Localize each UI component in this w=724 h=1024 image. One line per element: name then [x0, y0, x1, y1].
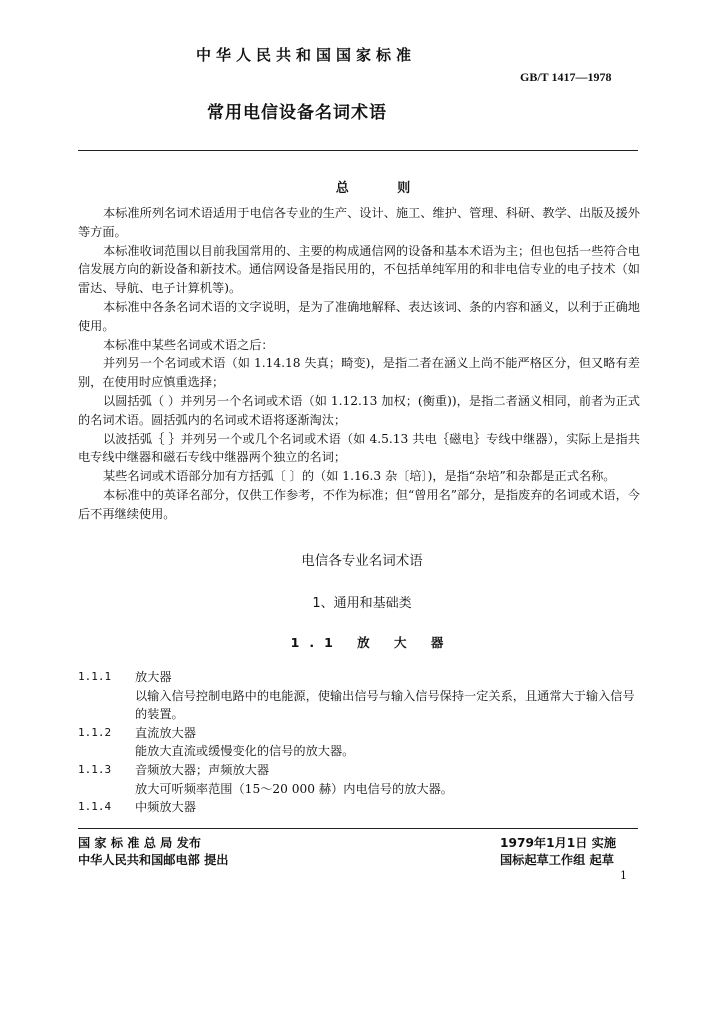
paragraph: 以圆括弧（ ）并列另一个名词或术语（如 1.12.13 加权；(衡重))，是指二者涵义相同，前者为正式的名词术语。圆括弧内的名词或术语将逐渐淘汰； — [78, 393, 640, 427]
paragraph: 本标准收词范围以目前我国常用的、主要的构成通信网的设备和基本术语为主；但也包括一些符合电信发展方向的新设备和新技术。通信网设备是指民用的，不包括单纯军用的和非电信专业的电子技术（如雷达、导航、电子计算机等)。 — [78, 243, 640, 296]
entry-definition: 放大可听频率范围（15～20 000 赫）内电信号的放大器。 — [135, 781, 453, 796]
paragraph: 并列另一个名词或术语（如 1.14.18 失真；畸变)，是指二者在涵义上尚不能严格区分，但又略有差别，在使用时应慎重选择； — [78, 356, 640, 390]
entry-term: 中频放大器 — [135, 800, 196, 815]
general-body — [78, 204, 640, 524]
paragraph: 本标准所列名词术语适用于电信各专业的生产、设计、施工、维护、管理、科研、教学、出版及援外等方面。 — [78, 206, 640, 239]
term-entry — [78, 798, 640, 817]
entry-term: 放大器 — [135, 670, 172, 684]
subsubsection-heading: 1.1 放 大 器 — [290, 635, 454, 650]
subsection-heading: 1、通用和基础类 — [312, 596, 412, 611]
section-heading: 电信各专业名词术语 — [301, 553, 423, 569]
footer-divider — [78, 828, 638, 829]
national-standard-label: 中华人民共和国国家标准 — [195, 46, 416, 64]
term-entries — [78, 668, 640, 817]
document-title: 常用电信设备名词术语 — [207, 103, 387, 123]
paragraph: 某些名词或术语部分加有方括弧〔 〕的（如 1.16.3 杂〔培〕)，是指“杂培”和杂都是正式名称。 — [103, 469, 616, 484]
header-divider — [78, 150, 638, 151]
entry-number: 1.1.1 — [78, 670, 112, 683]
entry-term: 直流放大器 — [135, 725, 196, 740]
paragraph: 以波括弧｛ ｝并列另一个或几个名词或术语（如 4.5.13 共电｛磁电｝专线中继器），实际上是指共电专线中继器和磁石专线中继器两个独立的名词； — [78, 431, 640, 465]
entry-definition: 能放大直流或缓慢变化的信号的放大器。 — [135, 744, 355, 759]
term-entry — [78, 668, 640, 724]
entry-definition: 以输入信号控制电路中的电能源，使输出信号与输入信号保持一定关系，且通常大于输入信号的装置。 — [135, 688, 635, 722]
paragraph: 本标准中某些名词或术语之后： — [103, 337, 274, 352]
paragraph: 本标准中的英译名部分，仅供工作参考，不作为标准；但“曾用名”部分，是指废弃的名词或术语，今后不再继续使用。 — [78, 487, 640, 521]
entry-number: 1.1.3 — [78, 762, 112, 776]
entry-term: 音频放大器；声频放大器 — [135, 762, 270, 777]
issuer-label: 国 家 标 准 总 局 发布 — [78, 836, 201, 850]
term-entry — [78, 724, 640, 761]
paragraph: 本标准中各条名词术语的文字说明，是为了准确地解释、表达该词、条的内容和涵义，以利于正确地使用。 — [78, 299, 640, 333]
general-heading: 总 则 — [335, 181, 433, 196]
entry-number: 1.1.2 — [78, 725, 112, 739]
entry-number: 1.1.4 — [78, 800, 112, 814]
proposer-label: 中华人民共和国邮电部 提出 — [78, 853, 229, 867]
page-number: 1 — [620, 869, 627, 882]
term-entry — [78, 761, 640, 798]
standard-code: GB/T 1417—1978 — [520, 70, 612, 84]
implementation-date: 1979年1月1日 实施 — [500, 836, 617, 850]
drafter-label: 国标起草工作组 起草 — [500, 853, 614, 867]
